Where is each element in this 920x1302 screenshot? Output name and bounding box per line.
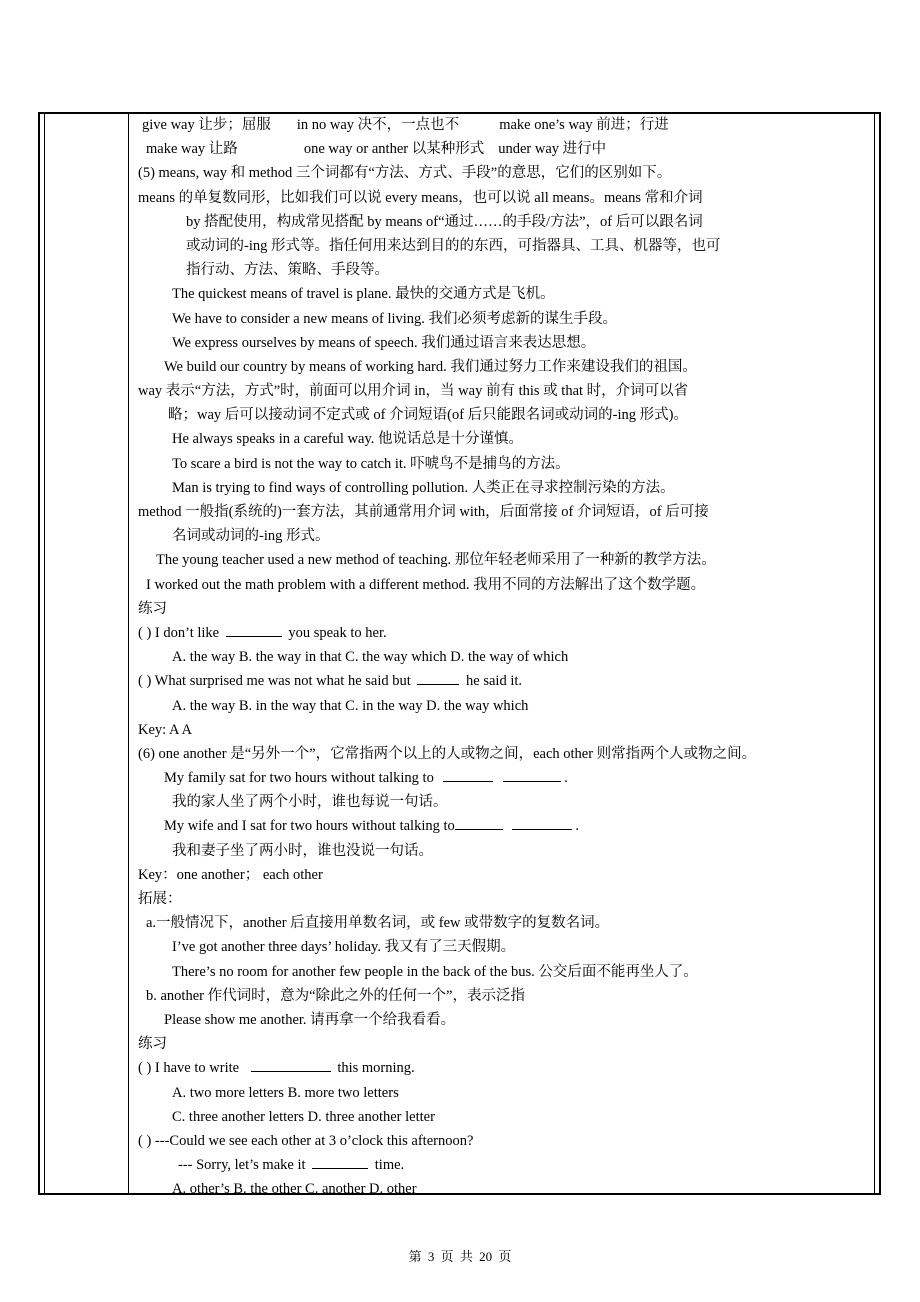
exercise-heading: 练习 (138, 1036, 167, 1053)
answer-blank[interactable] (503, 767, 561, 782)
text-line: 名词或动词的-ing 形式。 (172, 528, 330, 545)
column-divider (128, 112, 129, 1195)
example-line: He always speaks in a careful way. 他说话总是十分谨慎。 (172, 431, 524, 448)
frame-inner-right-rule (874, 114, 875, 1193)
text-line: 或动词的-ing 形式等。指任何用来达到目的的东西，可指器具、工具、机器等，也可 (186, 237, 721, 254)
translation-line: 我的家人坐了两个小时，谁也每说一句话。 (172, 794, 448, 811)
phrase-line-1: give way 让步；屈服 in no way 决不，一点也不 make one’s way 前进；行进 (142, 117, 669, 133)
example-line: I worked out the math problem with a different method. 我用不同的方法解出了这个数学题。 (146, 576, 706, 593)
answer-key: Key：one another； each other (138, 866, 323, 883)
example-line: There’s no room for another few people in the back of the bus. 公交后面不能再坐人了。 (172, 963, 698, 980)
section-5-heading: (5) means, way 和 method 三个词都有“方法、方式、手段”的意思，它们的区别如下。 (138, 165, 672, 182)
question-1-options: A. the way B. the way in that C. the way which D. the way of which (172, 649, 569, 666)
document-body (138, 113, 873, 1201)
answer-blank[interactable] (312, 1154, 368, 1169)
text-line: a.一般情况下，another 后直接用单数名词，或 few 或带数字的复数名词。 (146, 915, 610, 932)
page-footer: 第 3 页 共 20 页 (408, 1249, 512, 1264)
text-line: 略；way 后可以接动词不定式或 of 介词短语(of 后只能跟名词或动词的-ing 形式)。 (168, 407, 688, 424)
answer-paren[interactable]: ( ) (138, 624, 152, 641)
answer-paren[interactable]: ( ) (138, 673, 152, 690)
text-line: 指行动、方法、策略、手段等。 (186, 262, 389, 279)
translation-line: 我和妻子坐了两小时，谁也没说一句话。 (172, 842, 433, 859)
answer-blank[interactable] (443, 767, 493, 782)
example-line: The quickest means of travel is plane. 最快的交通方式是飞机。 (172, 286, 555, 303)
answer-blank[interactable] (455, 815, 503, 830)
example-line: To scare a bird is not the way to catch it. 吓唬鸟不是捕鸟的方法。 (172, 455, 570, 472)
extension-heading: 拓展： (138, 891, 182, 907)
example-line: We have to consider a new means of living. 我们必须考虑新的谋生手段。 (172, 310, 618, 327)
question-2: ( ) What surprised me was not what he said but he said it. (138, 669, 873, 693)
answer-blank[interactable] (417, 670, 459, 685)
answer-key: Key: A A (138, 721, 192, 738)
question-2-options: A. the way B. in the way that C. in the way D. the way which (172, 697, 529, 714)
phrase-line-2: make way 让路 one way or anther 以某种形式 under way 进行中 (146, 141, 607, 158)
example-line: The young teacher used a new method of teaching. 那位年轻老师采用了一种新的教学方法。 (156, 552, 716, 569)
question-1: ( ) I don’t like you speak to her. (138, 621, 873, 645)
question-3: ( ) I have to write this morning. (138, 1056, 873, 1080)
question-3-options: A. two more letters B. more two letters (172, 1084, 399, 1101)
text-line: means 的单复数同形，比如我们可以说 every means，也可以说 all means。means 常和介词 (138, 189, 703, 206)
text-line: b. another 作代词时，意为“除此之外的任何一个”，表示泛指 (146, 987, 525, 1004)
answer-paren[interactable]: ( ) (138, 1060, 152, 1077)
example-line: We build our country by means of working hard. 我们通过努力工作来建设我们的祖国。 (164, 358, 697, 375)
example-line: We express ourselves by means of speech. 我们通过语言来表达思想。 (172, 334, 596, 351)
question-4-reply: --- Sorry, let’s make it time. (138, 1153, 873, 1177)
example-line: Man is trying to find ways of controlling pollution. 人类正在寻求控制污染的方法。 (172, 479, 675, 496)
question-4: ( ) ---Could we see each other at 3 o’clock this afternoon? (138, 1132, 474, 1149)
text-line: method 一般指(系统的)一套方法，其前通常用介词 with，后面常接 of 介词短语，of 后可接 (138, 504, 709, 520)
fill-in-example: My family sat for two hours without talking to . (138, 766, 873, 790)
answer-paren[interactable]: ( ) (138, 1132, 152, 1149)
question-4-options: A. other’s B. the other C. another D. other (172, 1181, 417, 1198)
fill-in-example: My wife and I sat for two hours without talking to . (138, 814, 873, 838)
text-line: by 搭配使用，构成常见搭配 by means of“通过……的手段/方法”，of 后可以跟名词 (186, 213, 703, 230)
example-line: Please show me another. 请再拿一个给我看看。 (164, 1011, 456, 1028)
example-line: I’ve got another three days’ holiday. 我又有了三天假期。 (172, 939, 516, 956)
question-3-options: C. three another letters D. three another letter (172, 1108, 435, 1125)
answer-blank[interactable] (251, 1057, 331, 1072)
exercise-heading: 练习 (138, 600, 167, 617)
section-6-heading: (6) one another 是“另外一个”，它常指两个以上的人或物之间，each other 则常指两个人或物之间。 (138, 745, 757, 762)
answer-blank[interactable] (226, 622, 282, 637)
text-line: way 表示“方法，方式”时，前面可以用介词 in，当 way 前有 this 或 that 时，介词可以省 (138, 383, 689, 400)
answer-blank[interactable] (512, 815, 572, 830)
frame-inner-left-rule (44, 114, 45, 1193)
